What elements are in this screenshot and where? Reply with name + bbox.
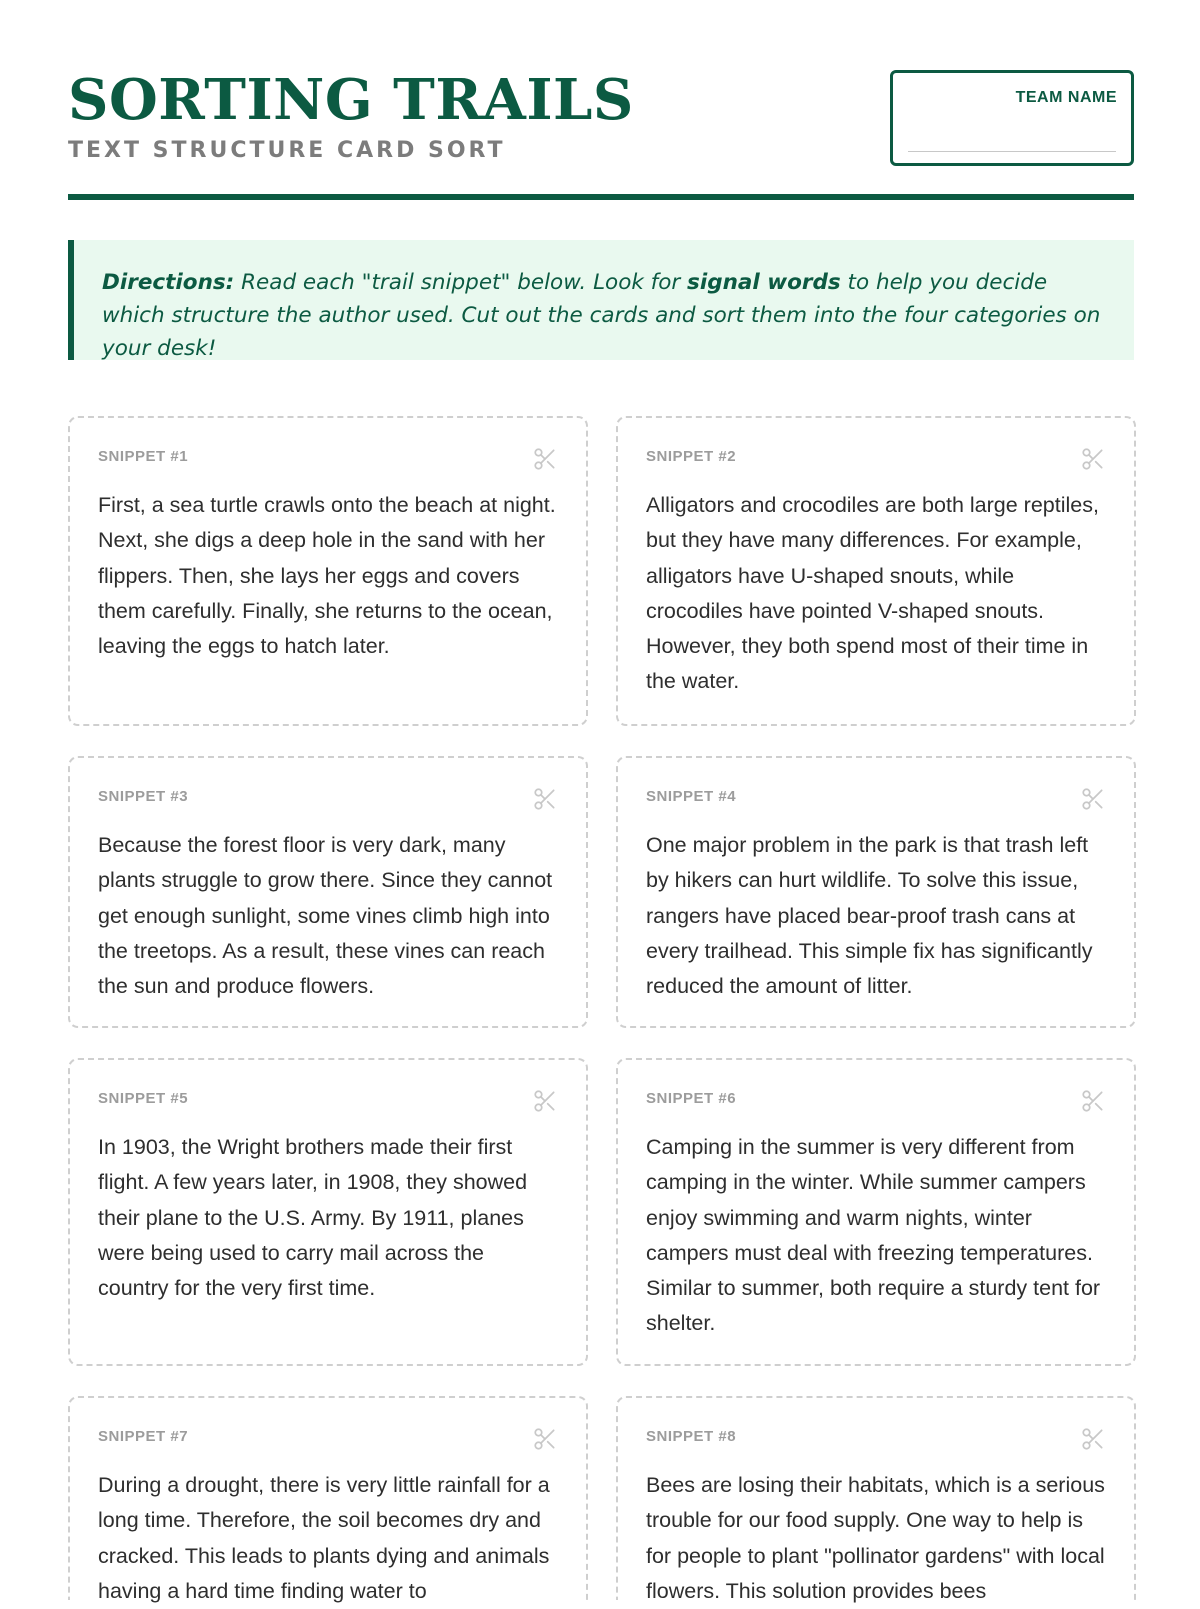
snippet-text: In 1903, the Wright brothers made their first flight. A few years later, in 1908, they showed their plane to the U.S. Army. By 1911, planes were being used to carry mail across the country for the very first time.: [98, 1135, 528, 1301]
snippet-card-2[interactable]: [616, 416, 1136, 726]
snippet-text: Camping in the summer is very different from camping in the winter. While summer campers enjoy swimming and warm nights, winter campers must deal with freezing temperatures. Similar to summer, both require a sturdy tent for shelter.: [646, 1135, 1101, 1336]
scissors-icon: [532, 1426, 558, 1452]
page-title: SORTING TRAILS: [68, 67, 634, 133]
snippet-text: Bees are losing their habitats, which is a serious trouble for our food supply. One way to help is for people to plant "pollinator gardens" with local flowers. This solution provides bees: [646, 1473, 1105, 1603]
snippet-label: SNIPPET #3: [98, 788, 189, 805]
snippet-label: SNIPPET #1: [98, 448, 189, 465]
scissors-icon: [532, 446, 558, 472]
page-subtitle: TEXT STRUCTURE CARD SORT: [68, 138, 506, 163]
scissors-icon: [1080, 446, 1106, 472]
snippet-card-7[interactable]: [68, 1396, 588, 1603]
scissors-icon: [532, 1088, 558, 1114]
directions-emphasis: signal words: [687, 270, 841, 295]
scissors-icon: [1080, 1088, 1106, 1114]
scissors-icon: [1080, 786, 1106, 812]
snippet-card-6[interactable]: [616, 1058, 1136, 1366]
scissors-icon: [532, 786, 558, 812]
snippet-label: SNIPPET #7: [98, 1428, 189, 1445]
team-name-label: TEAM NAME: [1015, 89, 1117, 106]
team-name-box[interactable]: [890, 70, 1134, 166]
snippet-text: During a drought, there is very little rainfall for a long time. Therefore, the soil becomes dry and cracked. This leads to plants dying and animals having a hard time finding water to: [98, 1473, 550, 1603]
snippet-card-4[interactable]: [616, 756, 1136, 1028]
directions-text-2: to help you decide which structure the author used. Cut out the cards and sort them into the four categories on your desk!: [102, 270, 1101, 361]
header-divider: [68, 194, 1134, 200]
snippet-text: Because the forest floor is very dark, many plants struggle to grow there. Since they cannot get enough sunlight, some vines climb high into the treetops. As a result, these vines can reach the sun and produce flowers.: [98, 833, 553, 999]
snippet-card-3[interactable]: [68, 756, 588, 1028]
snippet-text: First, a sea turtle crawls onto the beach at night. Next, she digs a deep hole in the sand with her flippers. Then, she lays her eggs and covers them carefully. Finally, she returns to the ocean, leaving the eggs to hatch later.: [98, 493, 556, 659]
header: [68, 67, 1134, 200]
snippet-card-8[interactable]: [616, 1396, 1136, 1603]
scissors-icon: [1080, 1426, 1106, 1452]
snippet-label: SNIPPET #2: [646, 448, 737, 465]
snippet-label: SNIPPET #6: [646, 1090, 737, 1107]
directions-text-1: Read each "trail snippet" below. Look for: [234, 270, 688, 295]
snippet-card-5[interactable]: [68, 1058, 588, 1366]
snippet-label: SNIPPET #8: [646, 1428, 737, 1445]
snippet-card-1[interactable]: [68, 416, 588, 726]
snippet-label: SNIPPET #5: [98, 1090, 189, 1107]
team-name-line: [908, 151, 1116, 152]
snippet-text: One major problem in the park is that trash left by hikers can hurt wildlife. To solve this issue, rangers have placed bear-proof trash cans at every trailhead. This simple fix has significantly reduced the amount of litter.: [646, 833, 1093, 999]
directions-box: [68, 240, 1134, 360]
snippet-label: SNIPPET #4: [646, 788, 737, 805]
directions-lead: Directions:: [102, 270, 235, 295]
snippet-text: Alligators and crocodiles are both large reptiles, but they have many differences. For example, alligators have U-shaped snouts, while crocodiles have pointed V-shaped snouts. However, they both spend most of their time in the water.: [646, 493, 1099, 694]
